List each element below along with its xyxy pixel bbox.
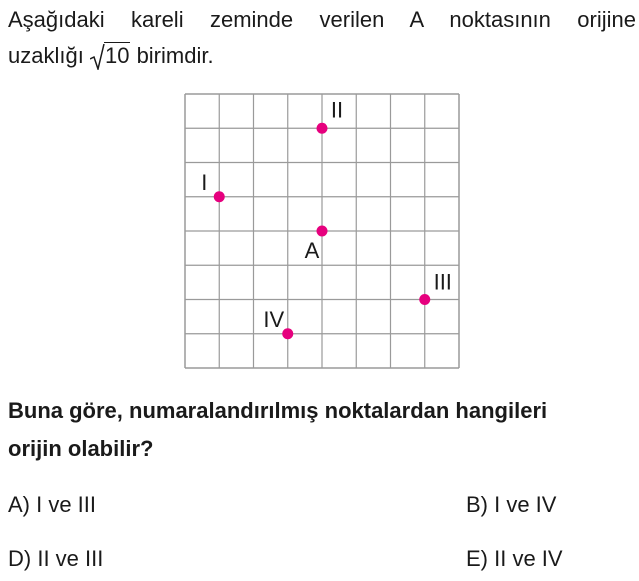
sqrt-value: 10 xyxy=(104,43,130,68)
point-iii xyxy=(419,294,430,305)
prompt-line-2: orijin olabilir? xyxy=(8,436,154,461)
option-d[interactable]: D) II ve III xyxy=(8,546,104,571)
question-line-1: Aşağıdaki kareli zeminde verilen A noktasının orijine xyxy=(8,7,636,32)
option-b[interactable]: B) I ve IV xyxy=(466,492,557,517)
point-a xyxy=(317,226,328,237)
prompt-line-1: Buna göre, numaralandırılmış noktalardan hangileri xyxy=(8,398,548,423)
grid-points xyxy=(201,97,452,339)
option-a[interactable]: A) I ve III xyxy=(8,492,97,517)
question-text-after: birimdir. xyxy=(136,43,214,68)
point-label-i: I xyxy=(201,169,208,195)
question-prompt xyxy=(8,392,636,468)
point-i xyxy=(214,191,225,202)
point-label-iv: IV xyxy=(263,306,285,332)
point-ii xyxy=(317,123,328,134)
question-text-before: uzaklığı xyxy=(8,43,84,68)
point-label-iii: III xyxy=(433,269,452,295)
option-e[interactable]: E) II ve IV xyxy=(466,546,563,571)
point-label-a: A xyxy=(304,238,320,263)
point-label-ii: II xyxy=(330,97,344,123)
